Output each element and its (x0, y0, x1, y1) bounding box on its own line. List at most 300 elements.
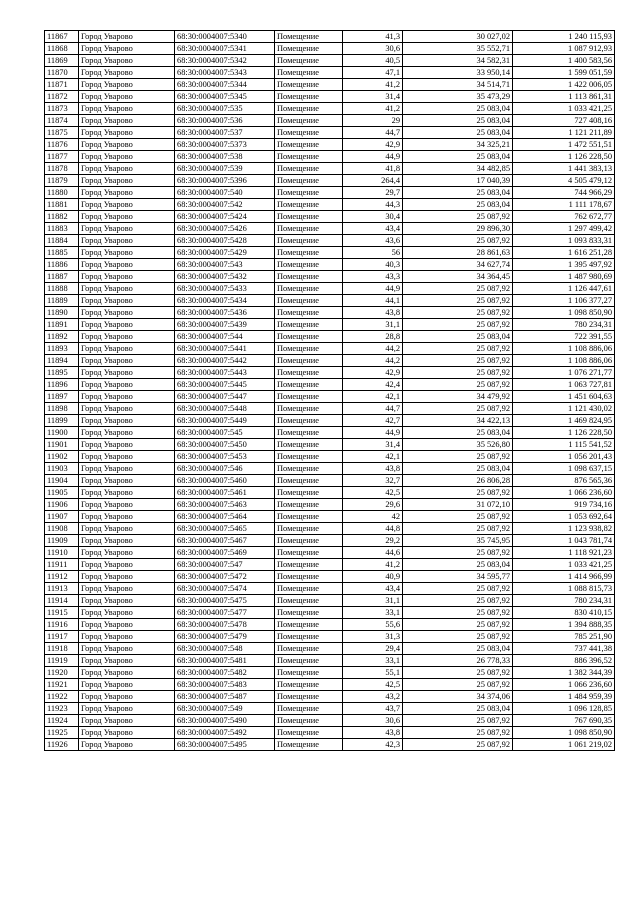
table-row (45, 595, 615, 607)
table-row (45, 703, 615, 715)
table-row (45, 79, 615, 91)
row-number-cell: 11923 (45, 703, 79, 715)
cadastral-value-cell: 767 690,35 (513, 715, 615, 727)
area-cell: 42,9 (343, 139, 403, 151)
unit-value-cell: 30 027,02 (403, 31, 513, 43)
table-row (45, 175, 615, 187)
cadastral-number-cell: 68:30:0004007:5443 (175, 367, 275, 379)
row-number-cell: 11882 (45, 211, 79, 223)
table-row (45, 307, 615, 319)
row-number-cell: 11916 (45, 619, 79, 631)
object-type-cell: Помещение (275, 307, 343, 319)
cadastral-value-cell: 744 966,29 (513, 187, 615, 199)
cadastral-value-cell: 722 391,55 (513, 331, 615, 343)
area-cell: 28,8 (343, 331, 403, 343)
city-cell: Город Уварово (79, 571, 175, 583)
city-cell: Город Уварово (79, 499, 175, 511)
unit-value-cell: 34 514,71 (403, 79, 513, 91)
cadastral-number-cell: 68:30:0004007:5343 (175, 67, 275, 79)
cadastral-value-cell: 1 451 604,63 (513, 391, 615, 403)
city-cell: Город Уварово (79, 607, 175, 619)
object-type-cell: Помещение (275, 439, 343, 451)
cadastral-number-cell: 68:30:0004007:5461 (175, 487, 275, 499)
row-number-cell: 11914 (45, 595, 79, 607)
cadastral-value-cell: 1 121 211,89 (513, 127, 615, 139)
city-cell: Город Уварово (79, 247, 175, 259)
row-number-cell: 11877 (45, 151, 79, 163)
cadastral-number-cell: 68:30:0004007:547 (175, 559, 275, 571)
row-number-cell: 11890 (45, 307, 79, 319)
cadastral-number-cell: 68:30:0004007:5448 (175, 403, 275, 415)
city-cell: Город Уварово (79, 391, 175, 403)
unit-value-cell: 25 087,92 (403, 607, 513, 619)
object-type-cell: Помещение (275, 535, 343, 547)
table-row (45, 271, 615, 283)
area-cell: 30,4 (343, 211, 403, 223)
table-row (45, 199, 615, 211)
object-type-cell: Помещение (275, 199, 343, 211)
cadastral-number-cell: 68:30:0004007:545 (175, 427, 275, 439)
city-cell: Город Уварово (79, 451, 175, 463)
unit-value-cell: 25 087,92 (403, 583, 513, 595)
row-number-cell: 11898 (45, 403, 79, 415)
row-number-cell: 11915 (45, 607, 79, 619)
cadastral-value-cell: 1 297 499,42 (513, 223, 615, 235)
table-row (45, 619, 615, 631)
cadastral-number-cell: 68:30:0004007:5424 (175, 211, 275, 223)
table-row (45, 403, 615, 415)
cadastral-number-cell: 68:30:0004007:5483 (175, 679, 275, 691)
area-cell: 42,9 (343, 367, 403, 379)
unit-value-cell: 25 083,04 (403, 703, 513, 715)
row-number-cell: 11911 (45, 559, 79, 571)
area-cell: 44,1 (343, 295, 403, 307)
object-type-cell: Помещение (275, 67, 343, 79)
area-cell: 44,3 (343, 199, 403, 211)
cadastral-value-cell: 1 061 219,02 (513, 739, 615, 751)
cadastral-value-cell: 1 126 228,50 (513, 427, 615, 439)
object-type-cell: Помещение (275, 139, 343, 151)
area-cell: 42,3 (343, 739, 403, 751)
object-type-cell: Помещение (275, 343, 343, 355)
city-cell: Город Уварово (79, 727, 175, 739)
city-cell: Город Уварово (79, 583, 175, 595)
cadastral-value-cell: 1 043 781,74 (513, 535, 615, 547)
unit-value-cell: 25 087,92 (403, 211, 513, 223)
city-cell: Город Уварово (79, 427, 175, 439)
unit-value-cell: 25 087,92 (403, 235, 513, 247)
unit-value-cell: 25 087,92 (403, 355, 513, 367)
cadastral-number-cell: 68:30:0004007:5478 (175, 619, 275, 631)
cadastral-value-cell: 780 234,31 (513, 595, 615, 607)
city-cell: Город Уварово (79, 43, 175, 55)
cadastral-value-cell: 1 118 921,23 (513, 547, 615, 559)
cadastral-value-cell: 1 484 959,39 (513, 691, 615, 703)
cadastral-value-cell: 727 408,16 (513, 115, 615, 127)
area-cell: 43,2 (343, 691, 403, 703)
row-number-cell: 11887 (45, 271, 79, 283)
area-cell: 56 (343, 247, 403, 259)
cadastral-number-cell: 68:30:0004007:536 (175, 115, 275, 127)
row-number-cell: 11880 (45, 187, 79, 199)
object-type-cell: Помещение (275, 523, 343, 535)
area-cell: 41,2 (343, 103, 403, 115)
row-number-cell: 11891 (45, 319, 79, 331)
table-row (45, 691, 615, 703)
table-row (45, 343, 615, 355)
object-type-cell: Помещение (275, 691, 343, 703)
row-number-cell: 11895 (45, 367, 79, 379)
unit-value-cell: 25 083,04 (403, 187, 513, 199)
area-cell: 33,1 (343, 607, 403, 619)
cadastral-value-cell: 1 096 128,85 (513, 703, 615, 715)
table-row (45, 715, 615, 727)
cadastral-value-cell: 780 234,31 (513, 319, 615, 331)
area-cell: 31,1 (343, 319, 403, 331)
unit-value-cell: 35 473,29 (403, 91, 513, 103)
area-cell: 43,7 (343, 703, 403, 715)
row-number-cell: 11872 (45, 91, 79, 103)
row-number-cell: 11896 (45, 379, 79, 391)
row-number-cell: 11903 (45, 463, 79, 475)
row-number-cell: 11867 (45, 31, 79, 43)
row-number-cell: 11921 (45, 679, 79, 691)
city-cell: Город Уварово (79, 355, 175, 367)
cadastral-number-cell: 68:30:0004007:543 (175, 259, 275, 271)
unit-value-cell: 34 325,21 (403, 139, 513, 151)
row-number-cell: 11907 (45, 511, 79, 523)
row-number-cell: 11893 (45, 343, 79, 355)
cadastral-number-cell: 68:30:0004007:5487 (175, 691, 275, 703)
table-row (45, 55, 615, 67)
table-row (45, 223, 615, 235)
object-type-cell: Помещение (275, 283, 343, 295)
object-type-cell: Помещение (275, 619, 343, 631)
city-cell: Город Уварово (79, 631, 175, 643)
area-cell: 44,7 (343, 403, 403, 415)
area-cell: 43,6 (343, 235, 403, 247)
area-cell: 29,4 (343, 643, 403, 655)
table-row (45, 631, 615, 643)
city-cell: Город Уварово (79, 595, 175, 607)
city-cell: Город Уварово (79, 643, 175, 655)
unit-value-cell: 25 083,04 (403, 643, 513, 655)
row-number-cell: 11892 (45, 331, 79, 343)
row-number-cell: 11922 (45, 691, 79, 703)
city-cell: Город Уварово (79, 139, 175, 151)
unit-value-cell: 25 083,04 (403, 331, 513, 343)
unit-value-cell: 34 595,77 (403, 571, 513, 583)
area-cell: 31,4 (343, 439, 403, 451)
cadastral-number-cell: 68:30:0004007:542 (175, 199, 275, 211)
row-number-cell: 11909 (45, 535, 79, 547)
area-cell: 29,7 (343, 187, 403, 199)
table-row (45, 367, 615, 379)
table-row (45, 379, 615, 391)
row-number-cell: 11901 (45, 439, 79, 451)
cadastral-number-cell: 68:30:0004007:5449 (175, 415, 275, 427)
cadastral-number-cell: 68:30:0004007:546 (175, 463, 275, 475)
table-row (45, 475, 615, 487)
city-cell: Город Уварово (79, 115, 175, 127)
table-row (45, 463, 615, 475)
cadastral-value-cell: 1 076 271,77 (513, 367, 615, 379)
area-cell: 55,1 (343, 667, 403, 679)
table-row (45, 115, 615, 127)
city-cell: Город Уварово (79, 151, 175, 163)
row-number-cell: 11900 (45, 427, 79, 439)
cadastral-value-cell: 1 108 886,06 (513, 343, 615, 355)
unit-value-cell: 34 422,13 (403, 415, 513, 427)
city-cell: Город Уварово (79, 523, 175, 535)
cadastral-number-cell: 68:30:0004007:5434 (175, 295, 275, 307)
city-cell: Город Уварово (79, 271, 175, 283)
cadastral-value-cell: 1 066 236,60 (513, 487, 615, 499)
cadastral-number-cell: 68:30:0004007:5490 (175, 715, 275, 727)
row-number-cell: 11884 (45, 235, 79, 247)
table-row (45, 319, 615, 331)
cadastral-value-cell: 1 616 251,28 (513, 247, 615, 259)
table-row (45, 259, 615, 271)
object-type-cell: Помещение (275, 391, 343, 403)
table-row (45, 559, 615, 571)
unit-value-cell: 34 627,74 (403, 259, 513, 271)
cadastral-value-cell: 1 469 824,95 (513, 415, 615, 427)
object-type-cell: Помещение (275, 739, 343, 751)
object-type-cell: Помещение (275, 379, 343, 391)
cadastral-number-cell: 68:30:0004007:5442 (175, 355, 275, 367)
cadastral-number-cell: 68:30:0004007:5342 (175, 55, 275, 67)
table-row (45, 211, 615, 223)
cadastral-value-cell: 1 098 637,15 (513, 463, 615, 475)
object-type-cell: Помещение (275, 331, 343, 343)
area-cell: 31,1 (343, 595, 403, 607)
city-cell: Город Уварово (79, 487, 175, 499)
object-type-cell: Помещение (275, 571, 343, 583)
object-type-cell: Помещение (275, 631, 343, 643)
area-cell: 44,8 (343, 523, 403, 535)
unit-value-cell: 25 087,92 (403, 727, 513, 739)
cadastral-value-cell: 1 098 850,90 (513, 727, 615, 739)
city-cell: Город Уварово (79, 91, 175, 103)
object-type-cell: Помещение (275, 79, 343, 91)
row-number-cell: 11919 (45, 655, 79, 667)
city-cell: Город Уварово (79, 511, 175, 523)
city-cell: Город Уварово (79, 655, 175, 667)
row-number-cell: 11918 (45, 643, 79, 655)
city-cell: Город Уварово (79, 187, 175, 199)
row-number-cell: 11920 (45, 667, 79, 679)
unit-value-cell: 34 364,45 (403, 271, 513, 283)
table-row (45, 655, 615, 667)
table-row (45, 163, 615, 175)
city-cell: Город Уварово (79, 211, 175, 223)
object-type-cell: Помещение (275, 499, 343, 511)
city-cell: Город Уварово (79, 199, 175, 211)
cadastral-value-cell: 1 033 421,25 (513, 103, 615, 115)
table-row (45, 67, 615, 79)
cadastral-value-cell: 1 487 980,69 (513, 271, 615, 283)
cadastral-number-cell: 68:30:0004007:537 (175, 127, 275, 139)
table-row (45, 355, 615, 367)
cadastral-number-cell: 68:30:0004007:5373 (175, 139, 275, 151)
cadastral-number-cell: 68:30:0004007:5475 (175, 595, 275, 607)
unit-value-cell: 31 072,10 (403, 499, 513, 511)
cadastral-number-cell: 68:30:0004007:5492 (175, 727, 275, 739)
cadastral-value-cell: 1 126 447,61 (513, 283, 615, 295)
city-cell: Город Уварово (79, 319, 175, 331)
area-cell: 44,2 (343, 343, 403, 355)
object-type-cell: Помещение (275, 43, 343, 55)
table-row (45, 427, 615, 439)
cadastral-number-cell: 68:30:0004007:5429 (175, 247, 275, 259)
unit-value-cell: 34 374,06 (403, 691, 513, 703)
unit-value-cell: 25 083,04 (403, 115, 513, 127)
unit-value-cell: 26 778,33 (403, 655, 513, 667)
unit-value-cell: 25 083,04 (403, 463, 513, 475)
city-cell: Город Уварово (79, 739, 175, 751)
row-number-cell: 11906 (45, 499, 79, 511)
object-type-cell: Помещение (275, 727, 343, 739)
document-page (44, 30, 615, 751)
table-row (45, 91, 615, 103)
table-row (45, 415, 615, 427)
city-cell: Город Уварово (79, 67, 175, 79)
cadastral-number-cell: 68:30:0004007:535 (175, 103, 275, 115)
unit-value-cell: 25 087,92 (403, 307, 513, 319)
unit-value-cell: 25 083,04 (403, 151, 513, 163)
object-type-cell: Помещение (275, 235, 343, 247)
table-row (45, 451, 615, 463)
table-row (45, 283, 615, 295)
cadastral-value-cell: 737 441,38 (513, 643, 615, 655)
object-type-cell: Помещение (275, 259, 343, 271)
city-cell: Город Уварово (79, 379, 175, 391)
cadastral-value-cell: 1 240 115,93 (513, 31, 615, 43)
cadastral-value-cell: 762 672,77 (513, 211, 615, 223)
cadastral-number-cell: 68:30:0004007:549 (175, 703, 275, 715)
city-cell: Город Уварово (79, 235, 175, 247)
city-cell: Город Уварово (79, 415, 175, 427)
area-cell: 44,2 (343, 355, 403, 367)
unit-value-cell: 35 526,80 (403, 439, 513, 451)
object-type-cell: Помещение (275, 487, 343, 499)
city-cell: Город Уварово (79, 259, 175, 271)
table-row (45, 679, 615, 691)
unit-value-cell: 25 083,04 (403, 199, 513, 211)
cadastral-value-cell: 1 382 344,39 (513, 667, 615, 679)
area-cell: 43,3 (343, 271, 403, 283)
cadastral-number-cell: 68:30:0004007:5453 (175, 451, 275, 463)
area-cell: 42 (343, 511, 403, 523)
area-cell: 41,2 (343, 559, 403, 571)
area-cell: 40,9 (343, 571, 403, 583)
area-cell: 42,5 (343, 679, 403, 691)
cadastral-number-cell: 68:30:0004007:5441 (175, 343, 275, 355)
area-cell: 43,4 (343, 223, 403, 235)
table-row (45, 643, 615, 655)
table-row (45, 535, 615, 547)
city-cell: Город Уварово (79, 31, 175, 43)
cadastral-value-cell: 1 087 912,93 (513, 43, 615, 55)
unit-value-cell: 25 087,92 (403, 451, 513, 463)
city-cell: Город Уварово (79, 343, 175, 355)
cadastral-value-cell: 1 400 583,56 (513, 55, 615, 67)
city-cell: Город Уварово (79, 163, 175, 175)
unit-value-cell: 34 479,92 (403, 391, 513, 403)
cadastral-number-cell: 68:30:0004007:540 (175, 187, 275, 199)
unit-value-cell: 25 087,92 (403, 679, 513, 691)
unit-value-cell: 25 087,92 (403, 739, 513, 751)
row-number-cell: 11902 (45, 451, 79, 463)
object-type-cell: Помещение (275, 31, 343, 43)
unit-value-cell: 25 083,04 (403, 559, 513, 571)
cadastral-value-cell: 1 115 541,52 (513, 439, 615, 451)
unit-value-cell: 25 087,92 (403, 295, 513, 307)
unit-value-cell: 33 950,14 (403, 67, 513, 79)
area-cell: 31,4 (343, 91, 403, 103)
cadastral-value-cell: 1 098 850,90 (513, 307, 615, 319)
table-body (45, 31, 615, 751)
cadastral-value-cell: 1 066 236,60 (513, 679, 615, 691)
city-cell: Город Уварово (79, 559, 175, 571)
cadastral-number-cell: 68:30:0004007:5469 (175, 547, 275, 559)
area-cell: 42,1 (343, 451, 403, 463)
cadastral-number-cell: 68:30:0004007:539 (175, 163, 275, 175)
area-cell: 42,4 (343, 379, 403, 391)
table-row (45, 547, 615, 559)
table-row (45, 331, 615, 343)
cadastral-value-cell: 1 111 178,67 (513, 199, 615, 211)
cadastral-number-cell: 68:30:0004007:5344 (175, 79, 275, 91)
object-type-cell: Помещение (275, 175, 343, 187)
row-number-cell: 11876 (45, 139, 79, 151)
area-cell: 43,8 (343, 727, 403, 739)
unit-value-cell: 25 087,92 (403, 715, 513, 727)
object-type-cell: Помещение (275, 427, 343, 439)
object-type-cell: Помещение (275, 355, 343, 367)
unit-value-cell: 25 087,92 (403, 595, 513, 607)
cadastral-value-cell: 1 414 966,99 (513, 571, 615, 583)
city-cell: Город Уварово (79, 283, 175, 295)
cadastral-number-cell: 68:30:0004007:5439 (175, 319, 275, 331)
row-number-cell: 11888 (45, 283, 79, 295)
cadastral-number-cell: 68:30:0004007:5477 (175, 607, 275, 619)
area-cell: 42,7 (343, 415, 403, 427)
unit-value-cell: 25 087,92 (403, 523, 513, 535)
city-cell: Город Уварово (79, 715, 175, 727)
city-cell: Город Уварово (79, 403, 175, 415)
city-cell: Город Уварово (79, 367, 175, 379)
city-cell: Город Уварово (79, 55, 175, 67)
table-row (45, 727, 615, 739)
row-number-cell: 11925 (45, 727, 79, 739)
cadastral-value-cell: 1 053 692,64 (513, 511, 615, 523)
object-type-cell: Помещение (275, 319, 343, 331)
table-row (45, 43, 615, 55)
unit-value-cell: 25 087,92 (403, 631, 513, 643)
cadastral-number-cell: 68:30:0004007:5345 (175, 91, 275, 103)
cadastral-value-cell: 1 121 430,02 (513, 403, 615, 415)
cadastral-number-cell: 68:30:0004007:548 (175, 643, 275, 655)
cadastral-number-cell: 68:30:0004007:5464 (175, 511, 275, 523)
unit-value-cell: 29 896,30 (403, 223, 513, 235)
table-row (45, 31, 615, 43)
cadastral-number-cell: 68:30:0004007:5426 (175, 223, 275, 235)
object-type-cell: Помещение (275, 127, 343, 139)
area-cell: 33,1 (343, 655, 403, 667)
cadastral-number-cell: 68:30:0004007:544 (175, 331, 275, 343)
